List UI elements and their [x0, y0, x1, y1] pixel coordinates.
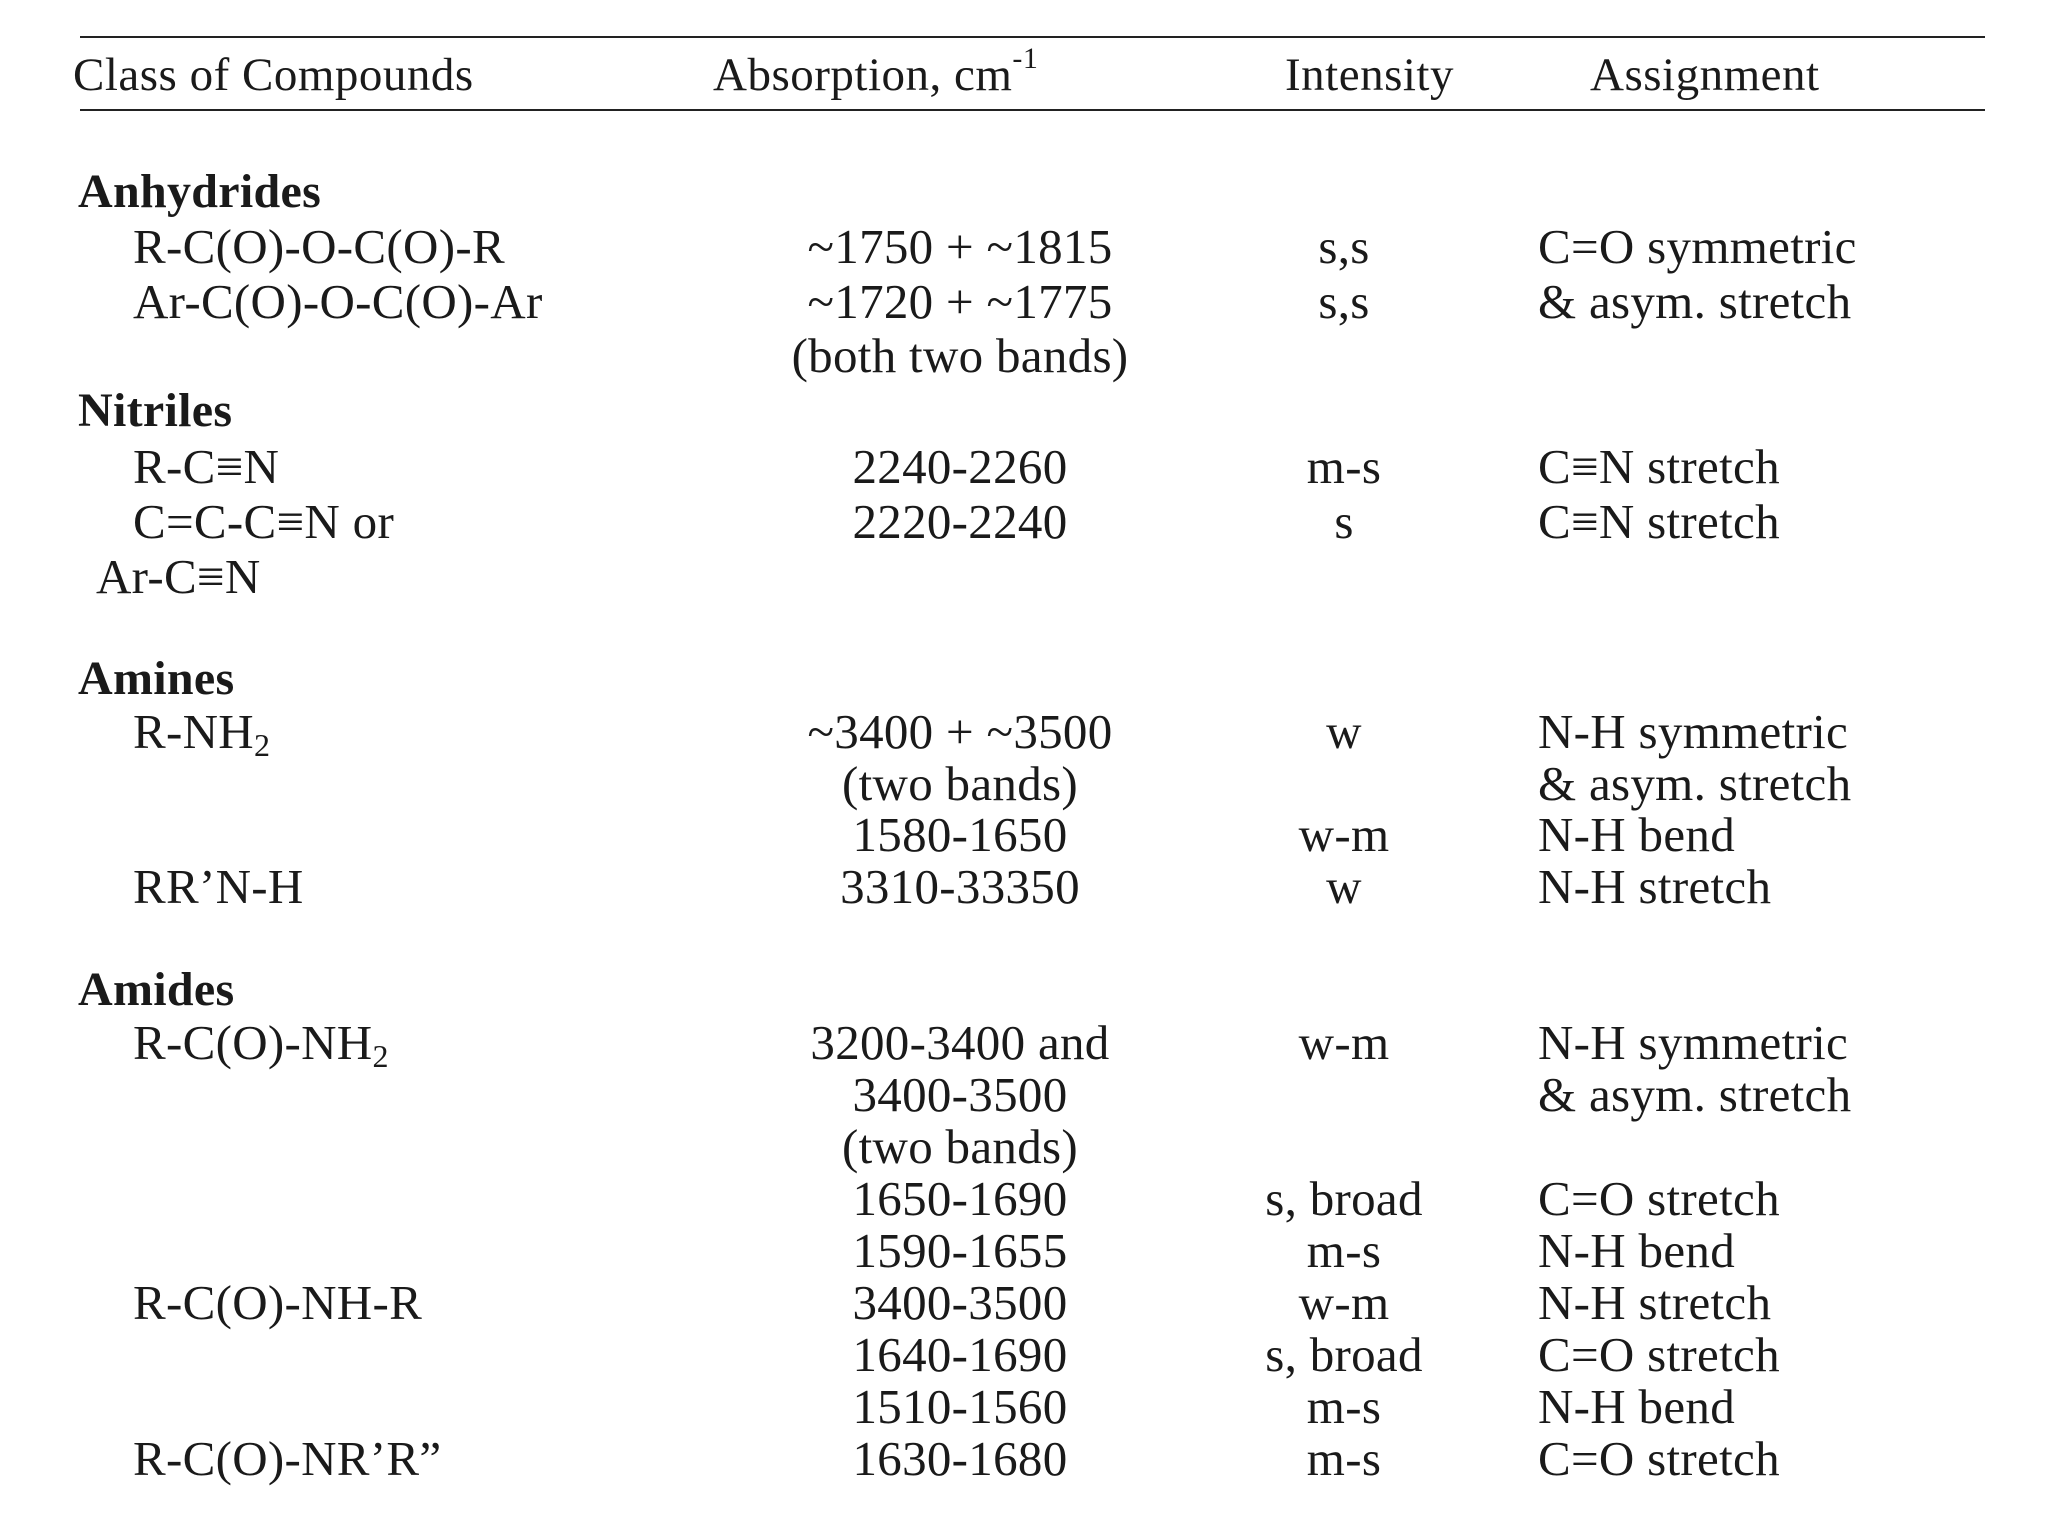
assignment-cell: C=O stretch: [1538, 1327, 1780, 1382]
assignment-cell: & asym. stretch: [1538, 274, 1852, 329]
absorption-cell: 1510-1560: [852, 1379, 1068, 1434]
absorption-cell: ~1720 + ~1775: [807, 274, 1113, 329]
absorption-cell: (both two bands): [791, 328, 1129, 383]
assignment-cell: N-H bend: [1538, 807, 1735, 862]
header-assignment: Assignment: [1590, 49, 1820, 101]
compound-cell: RR’N-H: [133, 859, 304, 914]
header-rule: [80, 109, 1985, 111]
absorption-cell: (two bands): [841, 756, 1079, 811]
assignment-cell: C≡N stretch: [1538, 494, 1780, 549]
header-absorption: [713, 42, 1039, 101]
section-amides: Amides: [78, 963, 235, 1016]
section-nitriles: Nitriles: [78, 384, 233, 437]
header-class-of-compounds: Class of Compounds: [73, 49, 474, 101]
intensity-cell: w-m: [1298, 1275, 1390, 1330]
intensity-cell: w-m: [1298, 1015, 1390, 1070]
compound-cell: R-C(O)-O-C(O)-R: [133, 219, 505, 274]
absorption-cell: 2240-2260: [852, 439, 1068, 494]
compound-formula: R-C(O)-NH: [133, 1015, 373, 1070]
absorption-cell: 1640-1690: [852, 1327, 1068, 1382]
assignment-cell: C=O stretch: [1538, 1431, 1780, 1486]
top-rule: [80, 36, 1985, 38]
absorption-cell: ~3400 + ~3500: [807, 704, 1113, 759]
intensity-cell: s: [1334, 494, 1354, 549]
compound-cell: [133, 1015, 389, 1074]
compound-subscript: 2: [253, 727, 271, 763]
intensity-cell: w: [1326, 859, 1362, 914]
absorption-cell: 3400-3500: [852, 1275, 1068, 1330]
compound-cell: Ar-C≡N: [96, 549, 261, 604]
intensity-cell: m-s: [1306, 439, 1382, 494]
assignment-cell: C=O symmetric: [1538, 219, 1857, 274]
intensity-cell: w: [1326, 704, 1362, 759]
absorption-cell: 1590-1655: [852, 1223, 1068, 1278]
absorption-cell: 1580-1650: [852, 807, 1068, 862]
absorption-cell: (two bands): [841, 1119, 1079, 1174]
header-intensity: Intensity: [1285, 49, 1454, 101]
assignment-cell: N-H bend: [1538, 1379, 1735, 1434]
assignment-cell: C≡N stretch: [1538, 439, 1780, 494]
header-absorption-exponent: -1: [1012, 42, 1039, 75]
assignment-cell: N-H stretch: [1538, 1275, 1772, 1330]
intensity-cell: s,s: [1318, 274, 1370, 329]
assignment-cell: N-H bend: [1538, 1223, 1735, 1278]
compound-cell: Ar-C(O)-O-C(O)-Ar: [133, 274, 543, 329]
intensity-cell: m-s: [1306, 1379, 1382, 1434]
assignment-cell: N-H symmetric: [1538, 704, 1849, 759]
intensity-cell: m-s: [1306, 1223, 1382, 1278]
absorption-cell: 3200-3400 and: [810, 1015, 1110, 1070]
compound-subscript: 2: [372, 1038, 389, 1074]
absorption-cell: 1630-1680: [852, 1431, 1068, 1486]
compound-cell: R-C(O)-NH-R: [133, 1275, 423, 1330]
absorption-cell: 3310-33350: [840, 859, 1080, 914]
absorption-cell: 1650-1690: [852, 1171, 1068, 1226]
compound-formula: R-NH: [133, 704, 254, 759]
assignment-cell: & asym. stretch: [1538, 1067, 1852, 1122]
intensity-cell: s, broad: [1265, 1171, 1423, 1226]
compound-cell: C=C-C≡N or: [133, 494, 395, 549]
assignment-cell: C=O stretch: [1538, 1171, 1780, 1226]
absorption-cell: ~1750 + ~1815: [807, 219, 1113, 274]
section-anhydrides: Anhydrides: [78, 165, 322, 218]
compound-cell: [133, 704, 271, 763]
absorption-cell: 3400-3500: [852, 1067, 1068, 1122]
section-amines: Amines: [78, 652, 235, 705]
intensity-cell: w-m: [1298, 807, 1390, 862]
intensity-cell: s, broad: [1265, 1327, 1423, 1382]
header-absorption-label: Absorption, cm: [713, 49, 1013, 101]
assignment-cell: N-H symmetric: [1538, 1015, 1849, 1070]
assignment-cell: N-H stretch: [1538, 859, 1772, 914]
intensity-cell: m-s: [1306, 1431, 1382, 1486]
compound-cell: R-C≡N: [133, 439, 280, 494]
absorption-cell: 2220-2240: [852, 494, 1068, 549]
intensity-cell: s,s: [1318, 219, 1370, 274]
assignment-cell: & asym. stretch: [1538, 756, 1852, 811]
compound-cell: R-C(O)-NR’R”: [133, 1431, 442, 1486]
